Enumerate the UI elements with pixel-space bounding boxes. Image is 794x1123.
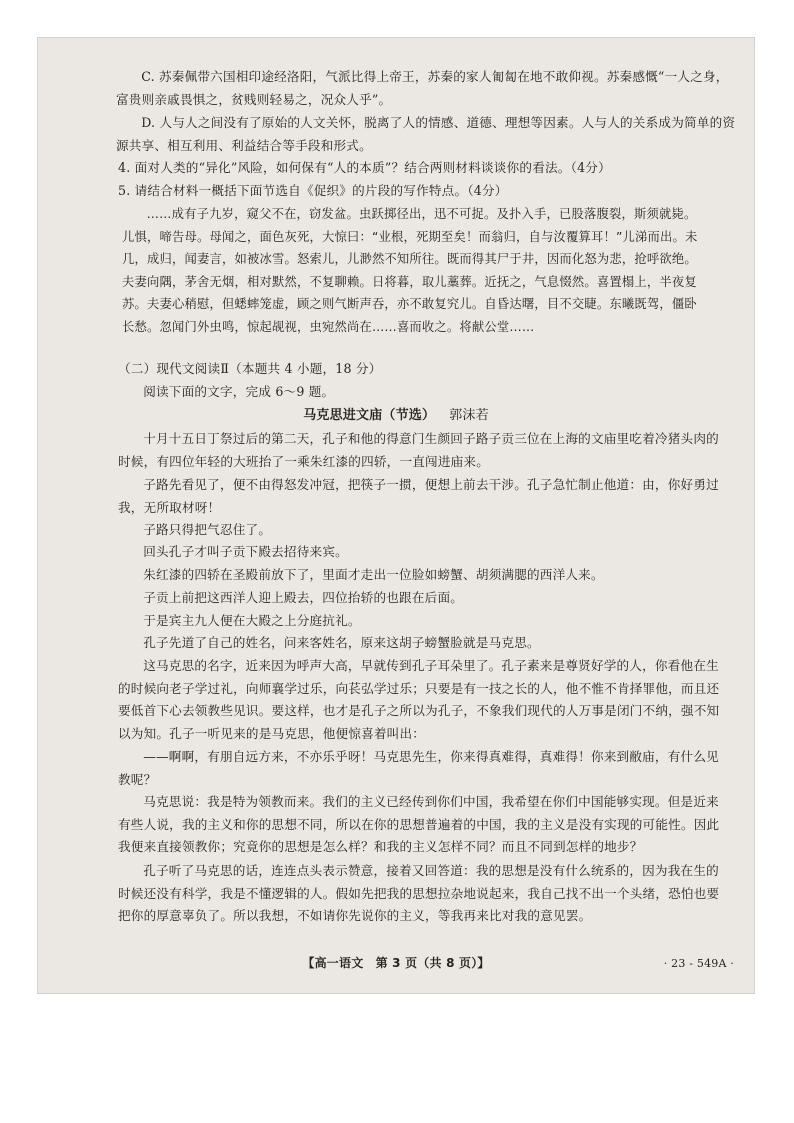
article-title-line — [38, 405, 754, 428]
article-paragraph: 朱红漆的四轿在圣殿前放下了，里面才走出一位脸如螃蟹、胡须满腮的西洋人来。 — [143, 567, 604, 582]
section-heading: （二）现代文阅读Ⅱ（本题共 4 小题，18 分） — [118, 361, 382, 376]
article-paragraph: 孔子先道了自己的姓名，问来客姓名，原来这胡子螃蟹脸就是马克思。 — [143, 635, 540, 650]
article-paragraph: 子路先看见了，便不由得怒发冲冠，把筷子一掼，便想上前去干涉。孔子急忙制止他道：由，你好勇过我，无所取材呀！ — [118, 477, 719, 515]
article-paragraph: 马克思说：我是特为领教而来。我们的主义已经传到你们中国，我希望在你们中国能够实现。但是近来有些人说，我的主义和你的思想不同，所以在你的思想普遍着的中国，我的主义是没有实现的可能性。因此我便来直接领教你；究竟你的思想是怎么样？和我的主义怎样不同？而且不同到怎样的地步？ — [118, 794, 720, 855]
cuzhi-excerpt: ……成有子九岁，窥父不在，窃发盆。虫跃掷径出，迅不可捉。及扑入手，已股落腹裂，斯须就毙。儿惧，啼告母。母闻之，面色灰死，大惊曰：“业根，死期至矣！而翁归，自与汝覆算耳！”儿涕而出。未几，成归，闻妻言，如被冰雪。怒索儿，儿渺然不知所往。既而得其尸于井，因而化怒为悲，抢呼欲绝。夫妻向隅，茅舍无烟，相对默然，不复聊赖。日将暮，取儿藁葬。近抚之，气息惙然。喜置榻上，半夜复苏。夫妻心稍慰，但蟋蟀笼虚，顾之则气断声吞，亦不敢复究儿。自昏达曙，目不交睫。东曦既驾，僵卧长愁。忽闻门外虫鸣，惊起觇视，虫宛然尚在……喜而收之。将献公堂…… — [122, 207, 698, 334]
option-c: C. 苏秦佩带六国相印途经洛阳，气派比得上帝王，苏秦的家人匍匐在地不敢仰视。苏秦感慨“一人之身，富贵则亲戚畏惧之，贫贱则轻易之，况众人乎”。 — [116, 69, 729, 107]
article-paragraph: 孔子听了马克思的话，连连点头表示赞意，接着又回答道：我的思想是没有什么统系的，因为我在生的时候还没有科学，我是不懂逻辑的人。假如先把我的思想拉杂地说起来，我自己找不出一个头绪，恐怕也要把你的厚意辜负了。所以我想，不如请你先说你的主义，等我再来比对我的意见罢。 — [118, 863, 720, 924]
page-footer: 【高一语文 第 3 页（共 8 页）】 — [302, 956, 490, 970]
article-paragraph: 这马克思的名字，近来因为呼声大高，早就传到孔子耳朵里了。孔子素来是尊贤好学的人，你看他在生的时候向老子学过礼，向师襄学过乐，向苌弘学过乐；只要是有一技之长的人，他不惟不肯择罪他，而且还要低首下心去领教些见识。要这样，也才是孔子之所以为孔子，不象我们现代的人万事是闭门不纳，强不知以为知。孔子一听见来的是马克思，他便惊喜着叫出： — [118, 658, 720, 741]
exam-code: · 23 - 549A · — [663, 957, 734, 970]
article-title: 马克思进文庙（节选） — [303, 408, 436, 423]
article-author: 郭沫若 — [449, 408, 489, 423]
article-paragraph: 于是宾主九人便在大殿之上分庭抗礼。 — [143, 613, 361, 628]
article-paragraph: 子贡上前把这西洋人迎上殿去，四位抬轿的也跟在后面。 — [143, 590, 464, 605]
option-d: D. 人与人之间没有了原始的人文关怀，脱离了人的情感、道德、理想等因素。人与人的关系成为简单的资源共享、相互利用、利益结合等手段和形式。 — [116, 115, 736, 153]
question-4: 4. 面对人类的“异化”风险，如何保有“人的本质”？结合两则材料谈谈你的看法。（4分） — [118, 160, 611, 175]
article-paragraph: 子路只得把气忍住了。 — [143, 522, 272, 537]
question-5: 5. 请结合材料一概括下面节选自《促织》的片段的写作特点。（4分） — [118, 183, 508, 198]
exam-page — [38, 38, 754, 993]
article-paragraph: 十月十五日丁祭过后的第二天，孔子和他的得意门生颜回子路子贡三位在上海的文庙里吃着冷猪头肉的时候，有四位年轻的大班抬了一乘朱红漆的四轿，一直闯进庙来。 — [118, 431, 719, 469]
article-paragraph: 回头孔子才叫子贡下殿去招待来宾。 — [143, 544, 348, 559]
article-paragraph: ——啊啊，有朋自远方来，不亦乐乎呀！马克思先生，你来得真难得，真难得！你来到敝庙，有什么见教呢？ — [118, 749, 719, 787]
reading-instruction: 阅读下面的文字，完成 6～9 题。 — [143, 384, 335, 399]
